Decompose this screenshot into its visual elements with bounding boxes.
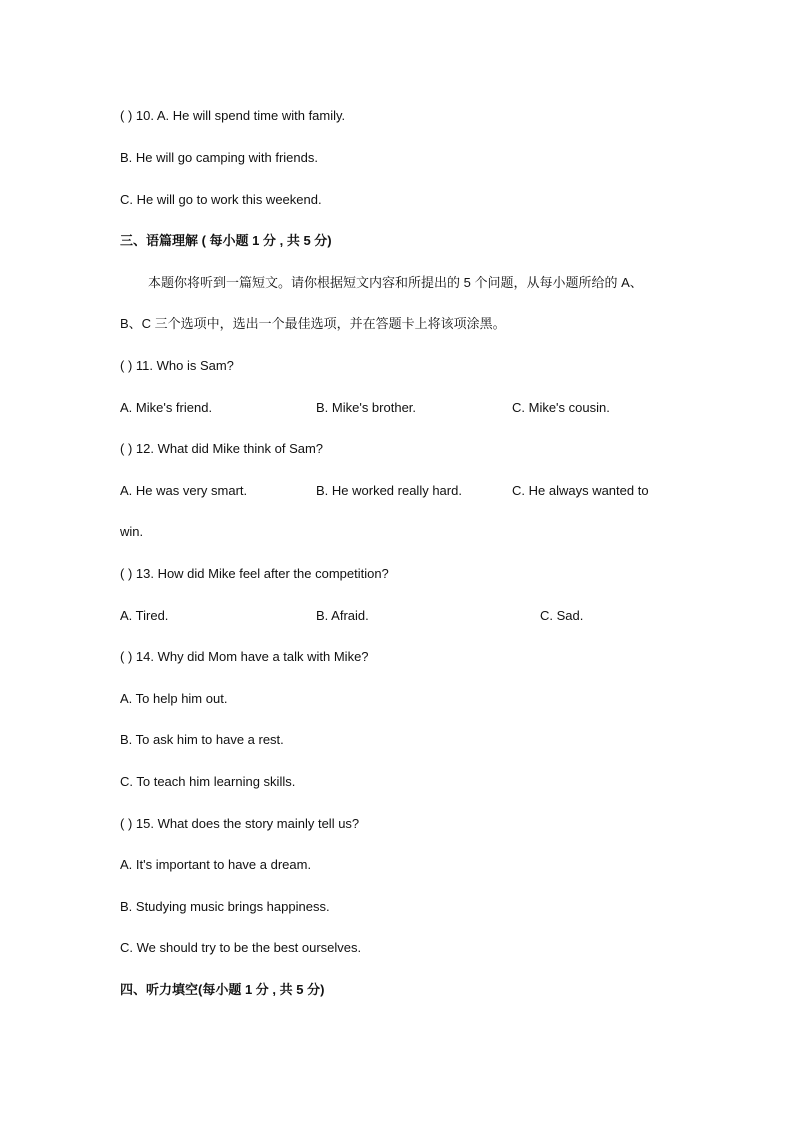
q11-option-a: A. Mike's friend. [120, 400, 213, 415]
section3-heading: 三、语篇理解 ( 每小题 1 分 , 共 5 分) [120, 233, 332, 248]
q11-option-b: B. Mike's brother. [316, 400, 417, 415]
section3-instruction-line2: B、C 三个选项中，选出一个最佳选项，并在答题卡上将该项涂黑。 [120, 316, 506, 331]
q14-option-c: C. To teach him learning skills. [120, 774, 296, 789]
q10-option-b: B. He will go camping with friends. [120, 150, 318, 165]
section3-instruction-line1: 本题你将听到一篇短文。请你根据短文内容和所提出的 5 个问题，从每小题所给的 A、 [148, 275, 643, 290]
q14-option-a: A. To help him out. [120, 691, 228, 706]
q12-stem: ( ) 12. What did Mike think of Sam? [120, 441, 324, 456]
q14-option-b: B. To ask him to have a rest. [120, 732, 284, 747]
q12-option-c: C. He always wanted to [512, 483, 649, 498]
q10-stem: ( ) 10. A. He will spend time with family. [120, 108, 346, 123]
q10-option-c: C. He will go to work this weekend. [120, 192, 322, 207]
section4-heading: 四、听力填空(每小题 1 分 , 共 5 分) [120, 982, 325, 997]
q13-option-b: B. Afraid. [316, 608, 369, 623]
q14-stem: ( ) 14. Why did Mom have a talk with Mike? [120, 649, 369, 664]
q11-option-c: C. Mike's cousin. [512, 400, 610, 415]
q15-option-a: A. It's important to have a dream. [120, 857, 312, 872]
q12-option-b: B. He worked really hard. [316, 483, 462, 498]
q15-option-c: C. We should try to be the best ourselves. [120, 940, 362, 955]
q13-option-c: C. Sad. [540, 608, 584, 623]
q12-option-c-continued: win. [120, 524, 144, 539]
q11-stem: ( ) 11. Who is Sam? [120, 358, 234, 373]
q12-option-a: A. He was very smart. [120, 483, 248, 498]
q13-stem: ( ) 13. How did Mike feel after the competition? [120, 566, 389, 581]
q13-option-a: A. Tired. [120, 608, 169, 623]
q15-stem: ( ) 15. What does the story mainly tell us? [120, 816, 360, 831]
q15-option-b: B. Studying music brings happiness. [120, 899, 330, 914]
